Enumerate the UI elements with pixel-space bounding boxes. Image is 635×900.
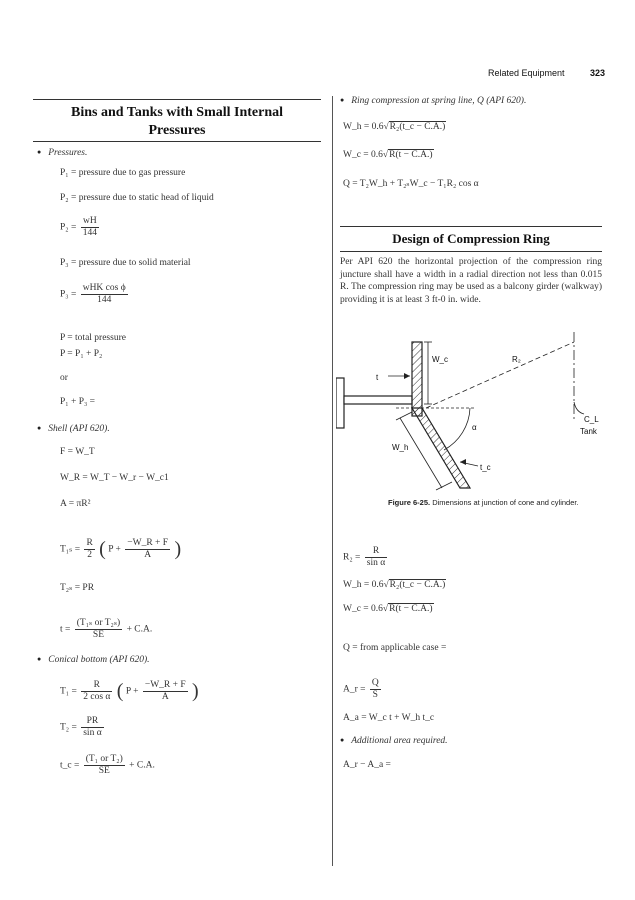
- tc-lhs: t_c =: [60, 760, 80, 771]
- p2-fraction: [81, 216, 99, 239]
- ring-web: [336, 378, 344, 428]
- wh-equation: [343, 122, 446, 132]
- a-equation: A = πR²: [60, 499, 91, 509]
- title-line-1: Bins and Tanks with Small Internal: [70, 105, 284, 120]
- figure-compression-ring: [336, 328, 606, 498]
- bullet-additional-area: ● Additional area required.: [340, 736, 448, 746]
- t1-lhs: T₁ =: [60, 686, 77, 697]
- t1s-inner-fraction: [125, 538, 170, 561]
- ar-lhs: A_r =: [343, 684, 366, 695]
- t1-paren-close: ): [192, 680, 199, 702]
- page-number: 323: [590, 68, 606, 78]
- r2-radius-line: [426, 342, 574, 408]
- p2-definition: P₂ = pressure due to static head of liquid: [60, 193, 214, 203]
- r2-equation: [343, 546, 389, 569]
- design-rule-bottom: [340, 251, 602, 252]
- t1-inner-a: P +: [125, 686, 139, 697]
- diff-equation: A_r − A_a =: [343, 760, 391, 770]
- column-divider: [332, 96, 333, 866]
- tc-arrow-head: [460, 459, 466, 465]
- design-paragraph: Per API 620 the horizontal projection of the compression ring juncture shall have a width in a radial direction not less than 0.015 R. The compression ring may be used as a balcony girder (walkway) providing it is at least 3 ft-0 in. wide.: [340, 257, 602, 305]
- ar-den: S: [370, 689, 381, 701]
- p1-definition: P₁ = pressure due to gas pressure: [60, 168, 186, 178]
- label-r2: R₂: [512, 355, 521, 364]
- t-den: SE: [75, 629, 122, 641]
- t-fraction: [75, 618, 122, 641]
- wh-dim-tick-top: [396, 412, 412, 420]
- ring-flange: [344, 396, 412, 404]
- t1-equation: [60, 680, 199, 703]
- t1-den: 2 cos α: [83, 692, 111, 702]
- ar-num: Q: [371, 678, 379, 688]
- p2-num: wH: [82, 216, 97, 226]
- p3-definition: P₃ = pressure due to solid material: [60, 258, 191, 268]
- design-rule-top: [340, 226, 602, 227]
- running-header: [488, 68, 565, 78]
- p3-lhs: P₃ =: [60, 289, 77, 300]
- p-sum-2: P₁ + P₃ =: [60, 397, 96, 407]
- wh-radicand: R₂(t_c − C.A.): [389, 122, 446, 132]
- p-sum-1: P = P₁ + P₂: [60, 349, 103, 359]
- wc2-lhs: W_c = 0.6: [343, 604, 383, 614]
- p-total-definition: P = total pressure: [60, 333, 126, 343]
- title-line-2: Pressures: [148, 123, 206, 138]
- t1s-equation: [60, 538, 181, 561]
- t1s-frac-den: 2: [84, 549, 94, 561]
- wc2-radicand: R(t − C.A.): [389, 604, 433, 614]
- label-wh: W_h: [392, 443, 409, 452]
- t1s-inner-num: −W_R + F: [127, 538, 169, 548]
- alpha-arc: [444, 408, 470, 450]
- wh2-lhs: W_h = 0.6: [343, 580, 384, 590]
- label-cl: C_L: [584, 415, 599, 424]
- tc-den: SE: [84, 765, 125, 777]
- wh-sqrt-sign: √: [383, 122, 389, 132]
- p3-fraction: [81, 283, 128, 306]
- t1-inner-num: −W_R + F: [144, 680, 186, 690]
- wh2-radicand: R₂(t_c − C.A.): [389, 580, 446, 590]
- r2-num: R: [372, 546, 380, 556]
- t1-num: R: [93, 680, 100, 690]
- cl-leader: [574, 402, 584, 414]
- figure-caption: [388, 498, 579, 507]
- title-rule-top: [33, 99, 321, 100]
- ar-equation: [343, 678, 383, 701]
- label-alpha: α: [472, 423, 477, 432]
- wr-equation: W_R = W_T − W_r − W_c1: [60, 473, 169, 483]
- t1s-frac-num: R: [86, 538, 93, 548]
- wh2-sqrt-sign: √: [383, 580, 389, 590]
- r2-lhs: R₂ =: [343, 552, 361, 563]
- wh-dim-tick-bottom: [436, 482, 452, 490]
- f-equation: F = W_T: [60, 447, 95, 457]
- t1-paren-open: (: [116, 680, 124, 702]
- label-wc: W_c: [432, 355, 448, 364]
- r2-fraction: [365, 546, 387, 569]
- t-tail: + C.A.: [126, 624, 153, 635]
- tc-equation: [60, 754, 155, 777]
- t1s-inner-a: P +: [108, 544, 121, 555]
- bullet-conical: ● Conical bottom (API 620).: [37, 655, 150, 665]
- t-lhs: t =: [60, 624, 71, 635]
- section-title-design: Design of Compression Ring: [392, 231, 550, 246]
- tc-num: (T₁ or T₂): [85, 754, 123, 764]
- t-equation: [60, 618, 152, 641]
- ar-fraction: [370, 678, 381, 701]
- t1-fraction: [81, 680, 112, 703]
- cone-shell: [412, 408, 470, 488]
- t2s-equation: T₂ₛ = PR: [60, 583, 95, 593]
- t1-inner-fraction: [143, 680, 188, 703]
- p2-equation: [60, 216, 101, 239]
- label-tank: Tank: [580, 427, 597, 436]
- section-title-bins: [33, 104, 321, 140]
- q-from-equation: Q = from applicable case =: [343, 643, 447, 653]
- or-text: or: [60, 373, 68, 383]
- label-t: t: [376, 373, 379, 382]
- wc-radicand: R(t − C.A.): [389, 150, 433, 160]
- p3-equation: [60, 283, 130, 306]
- bullet-ring-compression: ● Ring compression at spring line, Q (API 620).: [340, 96, 526, 106]
- wc-equation: [343, 150, 434, 160]
- t2-den: sin α: [83, 728, 102, 738]
- wc-sqrt-sign: √: [382, 150, 389, 160]
- t1-inner-den: A: [143, 691, 188, 703]
- t2-lhs: T₂ =: [60, 722, 77, 733]
- header-section: Related Equipment: [488, 68, 565, 78]
- p2-lhs: P₂ =: [60, 222, 77, 233]
- p3-den: 144: [81, 294, 128, 306]
- wh-dimension-line: [400, 418, 442, 488]
- t2-num: PR: [86, 716, 99, 726]
- t2-fraction: [81, 716, 103, 739]
- cylinder-shell: [412, 342, 422, 416]
- t-num: (T₁ₛ or T₂ₛ): [76, 618, 121, 628]
- t1s-inner-den: A: [125, 549, 170, 561]
- wh-lhs: W_h = 0.6: [343, 122, 384, 132]
- aa-equation: A_a = W_c t + W_h t_c: [343, 713, 435, 723]
- t1s-lhs: T₁ₛ =: [60, 544, 81, 555]
- wh2-equation: [343, 580, 446, 590]
- label-tc: t_c: [480, 463, 491, 472]
- r2-den: sin α: [366, 558, 386, 568]
- title-rule-bottom: [33, 141, 321, 142]
- tc-fraction: [84, 754, 125, 777]
- figure-caption-text: Dimensions at junction of cone and cylinder.: [432, 498, 579, 507]
- wc-lhs: W_c = 0.6: [343, 150, 383, 160]
- p2-den: 144: [82, 228, 97, 238]
- q-equation: Q = T₂W_h + T₂ₛW_c − T₁R₂ cos α: [343, 179, 479, 189]
- t2-equation: [60, 716, 106, 739]
- bullet-pressures: ● Pressures.: [37, 148, 87, 158]
- figure-caption-number: Figure 6-25.: [388, 498, 431, 507]
- tc-tail: + C.A.: [129, 760, 155, 771]
- bullet-shell: ● Shell (API 620).: [37, 424, 110, 434]
- wc2-equation: [343, 604, 434, 614]
- t1s-paren-open: (: [99, 538, 106, 560]
- t1s-paren-close: ): [174, 538, 182, 560]
- wc2-sqrt-sign: √: [382, 604, 389, 614]
- t-arrow-head: [404, 373, 410, 379]
- p3-num: wHK cos ϕ: [82, 283, 126, 293]
- t1s-fraction: [84, 538, 94, 561]
